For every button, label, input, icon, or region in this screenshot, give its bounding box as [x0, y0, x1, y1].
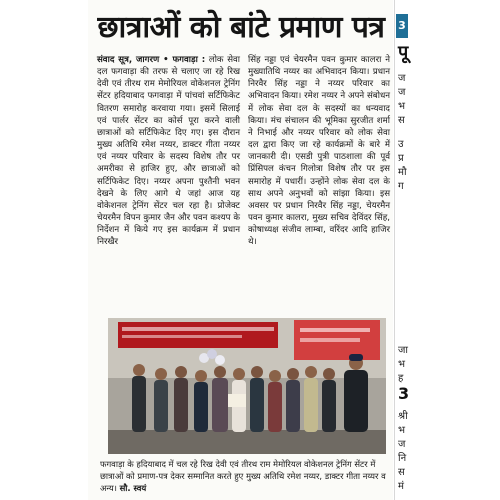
adjacent-text-fragment: ग [398, 181, 404, 192]
adjacent-text-fragment: जा [398, 345, 409, 356]
event-photo [108, 318, 386, 454]
column-divider [394, 0, 395, 500]
adjacent-text-fragment: स [398, 467, 405, 478]
adjacent-text-fragment: ज [398, 73, 406, 84]
adjacent-text-fragment: ज [398, 87, 406, 98]
adjacent-headline: पू [398, 42, 409, 63]
photo-credit: सौ. स्वयं [119, 483, 147, 493]
adjacent-text-fragment: प्र [398, 153, 404, 164]
adjacent-text-fragment: ह [398, 373, 404, 384]
caption-text: फगवाड़ा के हदियाबाद में चल रहे रिख देवी एवं तीरथ राम मेमोरियल वोकेशनल ट्रेनिंग सेंटर में छात्राओं को प्रमाण-पत्र देकर सम्मानित करते हुए मुख्य अतिथि रमेश नय्यर, डाक्टर गीता नय्यर व अन्य। [100, 459, 386, 493]
adjacent-headline-2: 3 [398, 384, 410, 403]
adjacent-text-fragment: उ [398, 139, 404, 150]
photo-caption [100, 458, 388, 494]
right-column-text: सिंह नड्डा एवं चेयरमैन पवन कुमार कालरा ने मुख्यातिथि नय्यर का अभिवादन किया। प्रधान निरवैर सिंह नड्डा ने नय्यर परिवार का अभिवादन किया। रमेश नय्यर ने अपने संबोधन में लोक सेवा दल के सदस्यों का धन्यवाद किया। मंच संचालन की भूमिका सुरजीत शर्मा ने निभाई और नय्यर परिवार को लोक सेवा दल द्वारा किए जा रहे कार्यक्रमों के बारे में जानकारी दी। एसडी पुत्री पाठशाला की पूर्व प्रिंसिपल कंचन गिलोत्रा विशेष तौर पर इस समारोह में पधारीं। उन्होंने लोक सेवा दल के साथ अपने अनुभवों को सांझा किया। इस अवसर पर प्रधान निरवैर सिंह नड्डा, चेयरमैन पवन कुमार कालरा, मुख्य सचिव देविंदर सिंह, कोषाध्यक्ष संजीव लाम्बा, वरिंदर आदि हाजिर थे। [248, 55, 390, 248]
adjacent-text-fragment: मौ [398, 167, 407, 178]
adjacent-text-fragment: मं [398, 481, 404, 492]
adjacent-text-fragment: श्री [398, 411, 408, 422]
article-headline: छात्राओं को बांटे प्रमाण पत्र [97, 10, 385, 45]
adjacent-article [396, 0, 500, 500]
adjacent-text-fragment: भ [398, 101, 406, 112]
article-column-left [97, 54, 240, 249]
adjacent-text-fragment: नि [398, 453, 407, 464]
group-photo-illustration [108, 318, 386, 454]
adjacent-text-fragment: भ [398, 425, 406, 436]
section-tab: 3 [396, 14, 408, 38]
adjacent-text-fragment: स [398, 115, 405, 126]
adjacent-text-fragment: ज [398, 439, 406, 450]
dateline: संवाद सूत्र, जागरण • फगवाड़ा : [97, 55, 206, 65]
adjacent-text-fragment: भ [398, 359, 406, 370]
article-column-right [248, 54, 390, 249]
left-column-text: लोक सेवा दल फगवाड़ा की तरफ से चलाए जा रहे रिख देवी एवं तीरथ राम मेमोरियल वोकेशनल ट्रेनिंग सेंटर हदियाबाद फगवाड़ा में पांचवां सर्टिफिकेट वितरण समारोह करवाया गया। इसमें सिलाई एवं पार्लर सेंटर का कोर्स पूरा करने वाली छात्राओं को सर्टिफिकेट दिए गए। इस दौरान मुख्य अतिथि रमेश नय्यर, डाक्टर गीता नय्यर एवं नय्यर परिवार के सदस्य विशेष तौर पर अमरीका से हाजिर हुए, और छात्राओं को सर्टिफिकेट दिए। नय्यर अपना पुश्तैनी भवन देखने के लिए आगे थे जहां आज यह वोकेशनल ट्रेनिंग सेंटर चल रहा है। प्रोजेक्ट चेयरमैन विपन कुमार जैन और पवन कश्यप के निर्देशन में किये गए इस कार्यक्रम में प्रधान निरखैर [97, 55, 241, 248]
